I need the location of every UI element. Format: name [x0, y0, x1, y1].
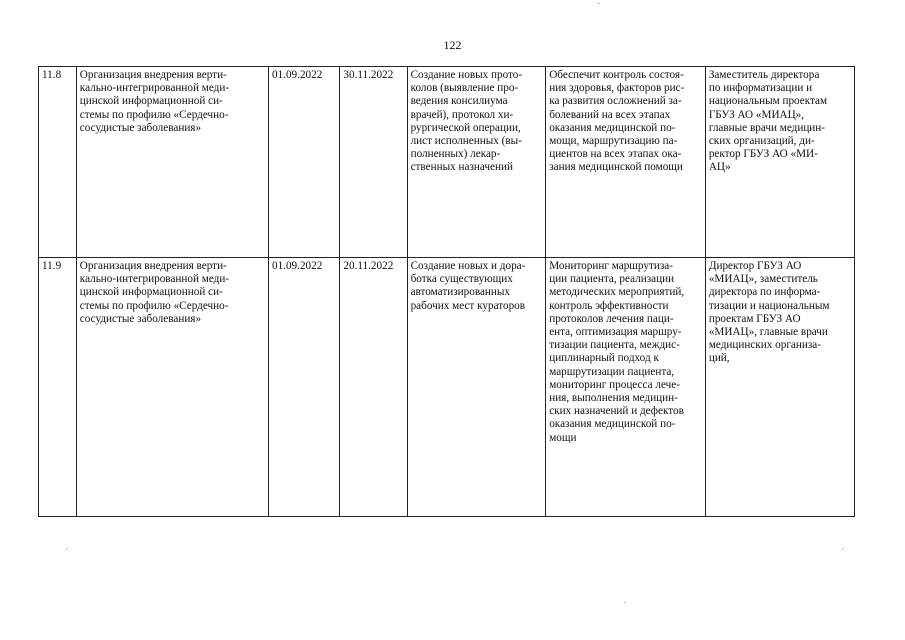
measure-name: Организация внедрения верти- кально-интегрированной меди- цинской информационной си- стемы по профилю «Сердечно- сосудистые заболевания»	[76, 67, 268, 258]
start-date: 01.09.2022	[268, 258, 339, 517]
start-date: 01.09.2022	[268, 67, 339, 258]
end-date: 20.11.2022	[340, 258, 407, 517]
scan-speck	[66, 548, 68, 549]
row-number: 11.8	[39, 67, 77, 258]
table-row	[39, 67, 855, 258]
expected-result: Создание новых прото- колов (выявление про- ведения консилиума врачей), протокол хи- рургической операции, лист исполненных (вы- полненных) лекар- ственных назначений	[407, 67, 546, 258]
scan-speck	[624, 602, 626, 603]
scan-speck	[598, 3, 600, 4]
page-number: 122	[443, 38, 462, 52]
end-date: 30.11.2022	[340, 67, 407, 258]
responsible-persons: Заместитель директора по информатизации и национальным проектам ГБУЗ АО «МИАЦ», главные врачи медицин- ских организаций, ди- ректор ГБУЗ АО «МИ- АЦ»	[705, 67, 854, 258]
responsible-persons: Директор ГБУЗ АО «МИАЦ», заместитель директора по информа- тизации и национальным проектам ГБУЗ АО «МИАЦ», главные врачи медицинских организа- ций,	[705, 258, 854, 517]
measures-table	[38, 66, 855, 517]
effect-description: Мониторинг маршрутиза- ции пациента, реализации методических мероприятий, контроль эффективности протоколов лечения паци- ента, оптимизация маршру- тизации пациента, междис- циплинарный подход к маршрутизации пациента, мониторинг процесса лече- ния, выполнения медицин- ских назначений и дефектов оказания медицинской по- мощи	[546, 258, 706, 517]
scan-speck	[842, 548, 844, 549]
expected-result: Создание новых и дора- ботка существующих автоматизированных рабочих мест кураторов	[407, 258, 546, 517]
table-row	[39, 258, 855, 517]
row-number: 11.9	[39, 258, 77, 517]
measure-name: Организация внедрения верти- кально-интегрированной меди- цинской информационной си- стемы по профилю «Сердечно- сосудистые заболевания»	[76, 258, 268, 517]
effect-description: Обеспечит контроль состоя- ния здоровья, факторов рис- ка развития осложнений за- болеваний на всех этапах оказания медицинской по- мощи, маршрутизацию па- циентов на всех этапах ока- зания медицинской помощи	[546, 67, 706, 258]
